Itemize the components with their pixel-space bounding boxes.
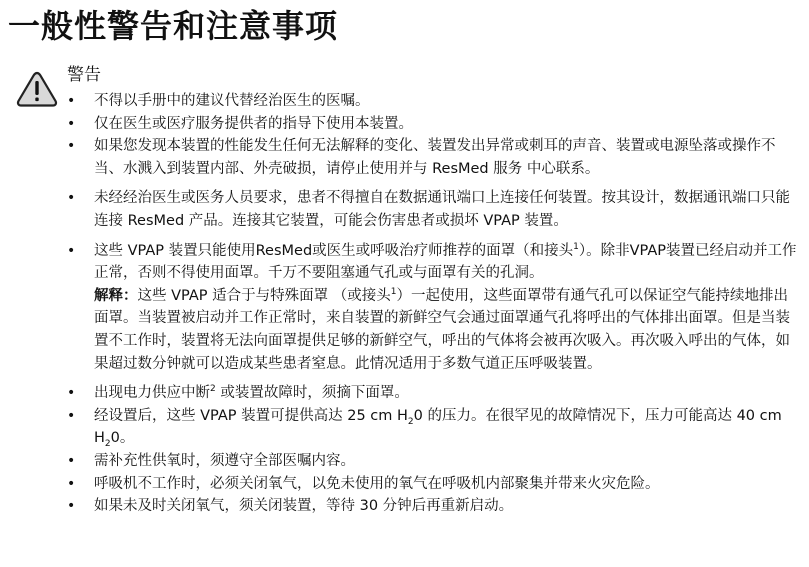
bullet: • (67, 452, 76, 469)
item-text-part: 这些 VPAP 装置只能使用ResMed或医生或呼吸治疗师推荐的面罩（和接头 (94, 242, 574, 259)
list-item (67, 473, 802, 496)
bullet: • (67, 407, 76, 424)
footnote-marker: 1 (390, 286, 397, 297)
warning-triangle-icon (16, 70, 58, 108)
item-text-part: ）。除非VPAP装置已经启动并工作正常，否则不得使用面罩。千万不要阻塞通气孔或与面罩有关的孔洞。 (94, 242, 797, 282)
list-item (67, 135, 802, 180)
list-item (67, 90, 802, 113)
item-text: 未经经治医生或医务人员要求，患者不得擅自在数据通讯端口上连接任何装置。按其设计，数据通讯端口只能连接 ResMed 产品。连接其它装置，可能会伤害患者或损坏 VPAP 装置。 (94, 190, 790, 229)
explanation-note (94, 285, 802, 375)
list-item (67, 240, 802, 376)
bullet: • (67, 385, 76, 402)
item-text-part: 0。 (110, 430, 135, 447)
footnote-marker: 1 (573, 241, 579, 252)
item-text-part: 经设置后，这些 VPAP 装置可提供高达 25 cm H (94, 407, 408, 424)
bullet: • (67, 475, 76, 492)
bullet: • (67, 190, 76, 207)
item-text: 不得以手册中的建议代替经治医生的医嘱。 (94, 93, 370, 109)
warning-list (67, 90, 802, 518)
subscript: 2 (407, 416, 414, 427)
bullet: • (67, 242, 76, 259)
explanation-label: 解释： (94, 287, 138, 304)
item-text (94, 240, 802, 376)
list-item (67, 187, 802, 232)
item-text: 呼吸机不工作时，必须关闭氧气，以免未使用的氧气在呼吸机内部聚集并带来火灾危险。 (94, 475, 660, 492)
item-text: 如果未及时关闭氧气，须关闭装置，等待 30 分钟后再重新启动。 (94, 498, 514, 515)
bullet: • (67, 93, 76, 109)
list-item (67, 495, 802, 518)
item-text-part: 出现电力供应中断 (94, 385, 210, 402)
list-item (67, 450, 802, 473)
list-item (67, 405, 802, 450)
item-text: 需补充性供氧时，须遵守全部医嘱内容。 (94, 452, 355, 469)
subscript: 2 (104, 439, 111, 450)
bullet: • (67, 498, 76, 515)
item-text (94, 405, 802, 450)
explanation-text: 这些 VPAP 适合于与特殊面罩 （或接头 (137, 287, 391, 304)
item-text-part: 0 的压力。在很罕见的故障情况下，压力可能高达 40 cm H (94, 407, 782, 447)
list-item (67, 113, 802, 136)
bullet: • (67, 138, 76, 155)
list-item (67, 382, 802, 405)
explanation-text: ）一起使用，这些面罩带有通气孔可以保证空气能持续地排出面罩。当装置被启动并工作正常时，来自装置的新鲜空气会通过面罩通气孔将呼出的气体排出面罩。但是当装置不工作时，装置将无法向面罩提供足够的新鲜空气，呼出的气体将会被再次吸入。再次吸入呼出的气体，如果超过数分钟就可以造成某些患者窒息。此情况适用于多数气道正压呼吸装置。 (94, 287, 790, 372)
warning-heading: 警告 (67, 65, 101, 85)
item-text-part: 或装置故障时，须摘下面罩。 (215, 385, 409, 402)
item-text: 仅在医生或医疗服务提供者的指导下使用本装置。 (94, 115, 413, 132)
item-text (94, 382, 802, 405)
page-title: 一般性警告和注意事项 (8, 7, 339, 45)
item-text: 如果您发现本装置的性能发生任何无法解释的变化、装置发出异常或刺耳的声音、装置或电源坠落或操作不当、水溅入到装置内部、外壳破损，请停止使用并与 ResMed 服务 中心联系。 (94, 138, 776, 177)
bullet: • (67, 115, 76, 132)
footnote-marker: 2 (210, 384, 216, 395)
